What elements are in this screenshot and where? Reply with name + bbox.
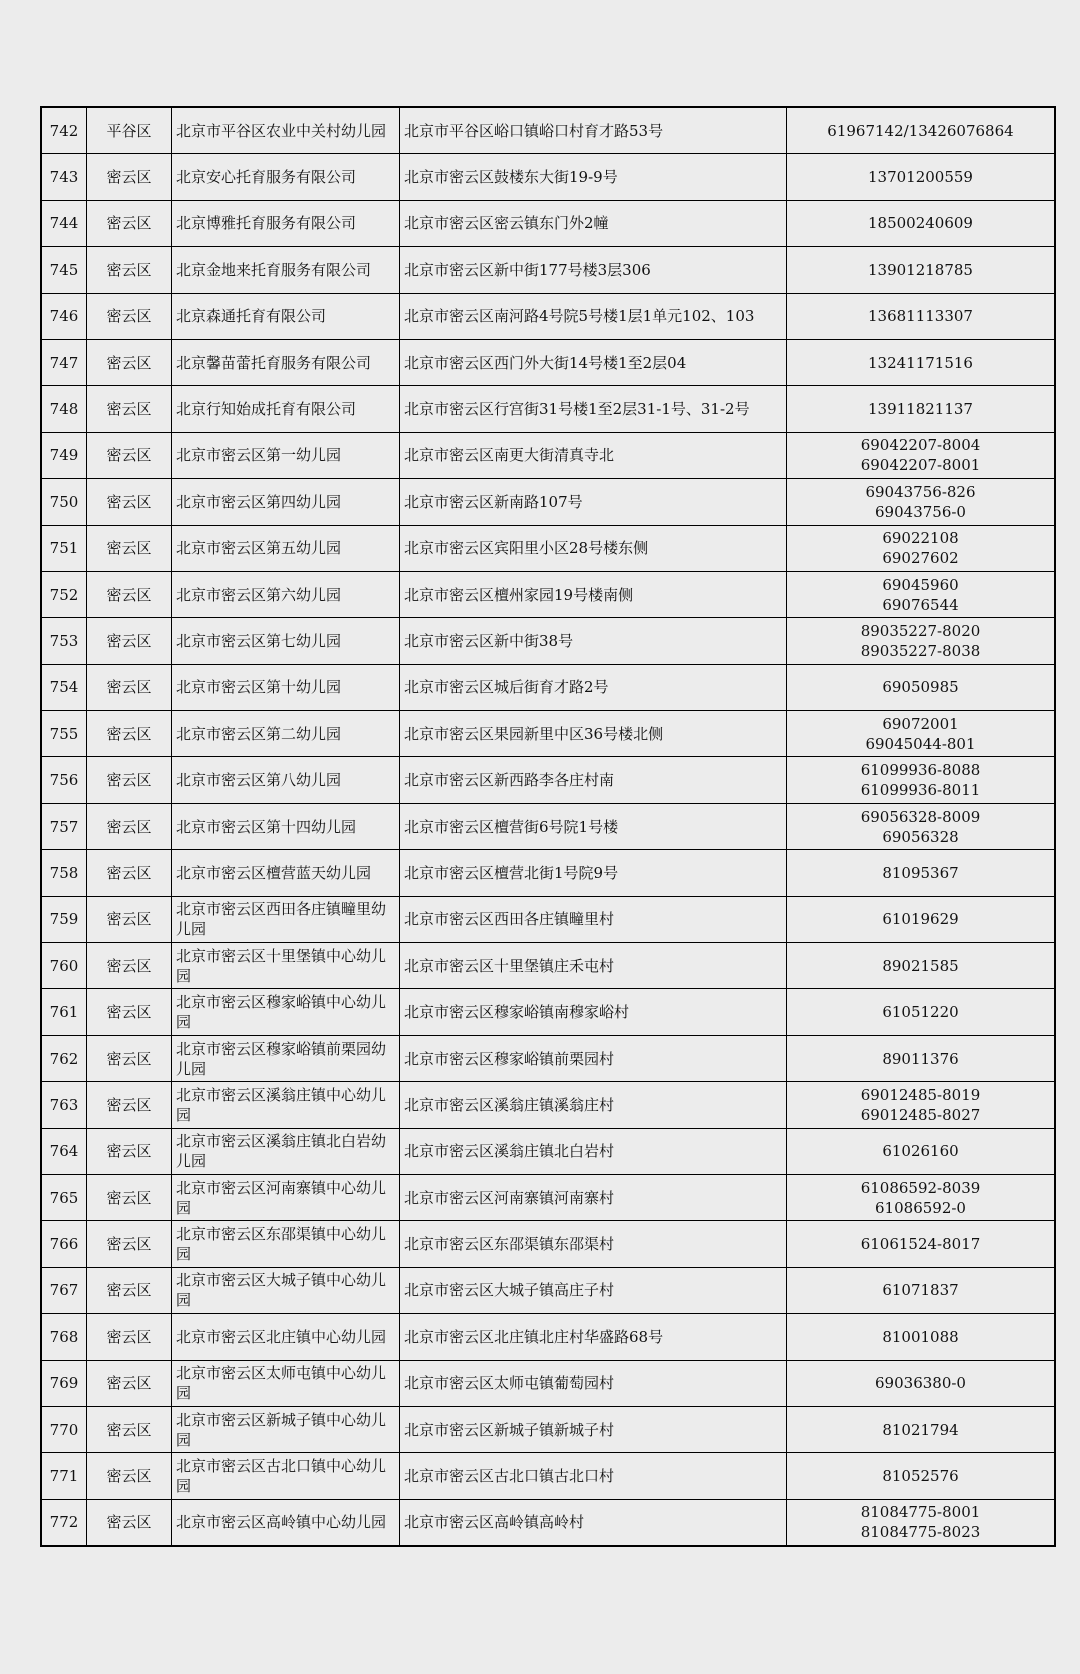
address-cell: 北京市密云区河南寨镇河南寨村 xyxy=(400,1174,787,1220)
address-cell: 北京市密云区新中街177号楼3层306 xyxy=(400,247,787,293)
row-number: 750 xyxy=(41,479,87,525)
institution-name-cell: 北京市平谷区农业中关村幼儿园 xyxy=(172,107,400,154)
district-cell: 密云区 xyxy=(87,339,172,385)
institution-name-cell: 北京市密云区第六幼儿园 xyxy=(172,571,400,617)
institution-name-cell: 北京市密云区溪翁庄镇中心幼儿园 xyxy=(172,1082,400,1128)
table-row xyxy=(41,711,1055,757)
table-row xyxy=(41,1128,1055,1174)
district-cell: 密云区 xyxy=(87,757,172,803)
address-cell: 北京市密云区密云镇东门外2幢 xyxy=(400,200,787,246)
phone-cell: 69056328-8009 69056328 xyxy=(787,803,1056,849)
phone-cell: 81001088 xyxy=(787,1314,1056,1360)
table-row xyxy=(41,479,1055,525)
phone-cell: 81021794 xyxy=(787,1406,1056,1452)
institution-name-cell: 北京市密云区第十幼儿园 xyxy=(172,664,400,710)
table-row xyxy=(41,107,1055,154)
table-row xyxy=(41,1360,1055,1406)
row-number: 756 xyxy=(41,757,87,803)
institution-name-cell: 北京市密云区第八幼儿园 xyxy=(172,757,400,803)
address-cell: 北京市密云区穆家峪镇前栗园村 xyxy=(400,1035,787,1081)
address-cell: 北京市密云区大城子镇高庄子村 xyxy=(400,1267,787,1313)
address-cell: 北京市密云区高岭镇高岭村 xyxy=(400,1499,787,1546)
phone-cell: 69042207-8004 69042207-8001 xyxy=(787,432,1056,478)
address-cell: 北京市密云区新城子镇新城子村 xyxy=(400,1406,787,1452)
table-body xyxy=(41,107,1055,1546)
row-number: 752 xyxy=(41,571,87,617)
row-number: 751 xyxy=(41,525,87,571)
district-cell: 密云区 xyxy=(87,1128,172,1174)
address-cell: 北京市密云区新南路107号 xyxy=(400,479,787,525)
table-row xyxy=(41,432,1055,478)
district-cell: 密云区 xyxy=(87,803,172,849)
table-row xyxy=(41,1035,1055,1081)
table-row xyxy=(41,1406,1055,1452)
institution-name-cell: 北京市密云区北庄镇中心幼儿园 xyxy=(172,1314,400,1360)
institution-name-cell: 北京安心托育服务有限公司 xyxy=(172,154,400,200)
institution-name-cell: 北京市密云区第二幼儿园 xyxy=(172,711,400,757)
row-number: 770 xyxy=(41,1406,87,1452)
row-number: 762 xyxy=(41,1035,87,1081)
district-cell: 密云区 xyxy=(87,896,172,942)
phone-cell: 89035227-8020 89035227-8038 xyxy=(787,618,1056,664)
institution-name-cell: 北京市密云区溪翁庄镇北白岩幼儿园 xyxy=(172,1128,400,1174)
address-cell: 北京市密云区宾阳里小区28号楼东侧 xyxy=(400,525,787,571)
district-cell: 密云区 xyxy=(87,711,172,757)
phone-cell: 69012485-8019 69012485-8027 xyxy=(787,1082,1056,1128)
row-number: 748 xyxy=(41,386,87,432)
phone-cell: 61967142/13426076864 xyxy=(787,107,1056,154)
phone-cell: 69036380-0 xyxy=(787,1360,1056,1406)
table-row xyxy=(41,1174,1055,1220)
address-cell: 北京市密云区十里堡镇庄禾屯村 xyxy=(400,943,787,989)
district-cell: 平谷区 xyxy=(87,107,172,154)
district-cell: 密云区 xyxy=(87,618,172,664)
kindergarten-table xyxy=(40,106,1056,1547)
institution-name-cell: 北京市密云区新城子镇中心幼儿园 xyxy=(172,1406,400,1452)
phone-cell: 13701200559 xyxy=(787,154,1056,200)
institution-name-cell: 北京行知始成托育有限公司 xyxy=(172,386,400,432)
row-number: 754 xyxy=(41,664,87,710)
row-number: 768 xyxy=(41,1314,87,1360)
district-cell: 密云区 xyxy=(87,293,172,339)
address-cell: 北京市密云区果园新里中区36号楼北侧 xyxy=(400,711,787,757)
district-cell: 密云区 xyxy=(87,479,172,525)
row-number: 772 xyxy=(41,1499,87,1546)
phone-cell: 13901218785 xyxy=(787,247,1056,293)
address-cell: 北京市密云区檀营北街1号院9号 xyxy=(400,850,787,896)
row-number: 767 xyxy=(41,1267,87,1313)
row-number: 759 xyxy=(41,896,87,942)
row-number: 764 xyxy=(41,1128,87,1174)
institution-name-cell: 北京市密云区第五幼儿园 xyxy=(172,525,400,571)
institution-name-cell: 北京市密云区穆家峪镇前栗园幼儿园 xyxy=(172,1035,400,1081)
phone-cell: 69050985 xyxy=(787,664,1056,710)
institution-name-cell: 北京市密云区第十四幼儿园 xyxy=(172,803,400,849)
table-row xyxy=(41,896,1055,942)
district-cell: 密云区 xyxy=(87,850,172,896)
institution-name-cell: 北京博雅托育服务有限公司 xyxy=(172,200,400,246)
district-cell: 密云区 xyxy=(87,1314,172,1360)
row-number: 755 xyxy=(41,711,87,757)
phone-cell: 18500240609 xyxy=(787,200,1056,246)
table-row xyxy=(41,571,1055,617)
institution-name-cell: 北京市密云区第一幼儿园 xyxy=(172,432,400,478)
address-cell: 北京市平谷区峪口镇峪口村育才路53号 xyxy=(400,107,787,154)
institution-name-cell: 北京市密云区第七幼儿园 xyxy=(172,618,400,664)
address-cell: 北京市密云区北庄镇北庄村华盛路68号 xyxy=(400,1314,787,1360)
institution-name-cell: 北京金地来托育服务有限公司 xyxy=(172,247,400,293)
address-cell: 北京市密云区西田各庄镇疃里村 xyxy=(400,896,787,942)
table-row xyxy=(41,386,1055,432)
row-number: 765 xyxy=(41,1174,87,1220)
phone-cell: 13241171516 xyxy=(787,339,1056,385)
row-number: 758 xyxy=(41,850,87,896)
institution-name-cell: 北京市密云区高岭镇中心幼儿园 xyxy=(172,1499,400,1546)
row-number: 766 xyxy=(41,1221,87,1267)
row-number: 746 xyxy=(41,293,87,339)
phone-cell: 61086592-8039 61086592-0 xyxy=(787,1174,1056,1220)
table-row xyxy=(41,757,1055,803)
table-row xyxy=(41,1082,1055,1128)
institution-name-cell: 北京市密云区大城子镇中心幼儿园 xyxy=(172,1267,400,1313)
phone-cell: 69072001 69045044-801 xyxy=(787,711,1056,757)
institution-name-cell: 北京馨苗蕾托育服务有限公司 xyxy=(172,339,400,385)
district-cell: 密云区 xyxy=(87,1267,172,1313)
row-number: 745 xyxy=(41,247,87,293)
district-cell: 密云区 xyxy=(87,1035,172,1081)
district-cell: 密云区 xyxy=(87,1453,172,1499)
row-number: 744 xyxy=(41,200,87,246)
table-row xyxy=(41,850,1055,896)
address-cell: 北京市密云区穆家峪镇南穆家峪村 xyxy=(400,989,787,1035)
institution-name-cell: 北京市密云区穆家峪镇中心幼儿园 xyxy=(172,989,400,1035)
address-cell: 北京市密云区南河路4号院5号楼1层1单元102、103 xyxy=(400,293,787,339)
institution-name-cell: 北京市密云区檀营蓝天幼儿园 xyxy=(172,850,400,896)
table-row xyxy=(41,618,1055,664)
phone-cell: 61061524-8017 xyxy=(787,1221,1056,1267)
institution-name-cell: 北京市密云区太师屯镇中心幼儿园 xyxy=(172,1360,400,1406)
district-cell: 密云区 xyxy=(87,664,172,710)
address-cell: 北京市密云区行宫街31号楼1至2层31-1号、31-2号 xyxy=(400,386,787,432)
institution-name-cell: 北京森通托育有限公司 xyxy=(172,293,400,339)
row-number: 761 xyxy=(41,989,87,1035)
phone-cell: 61026160 xyxy=(787,1128,1056,1174)
table-row xyxy=(41,943,1055,989)
table-row xyxy=(41,1314,1055,1360)
institution-name-cell: 北京市密云区西田各庄镇疃里幼儿园 xyxy=(172,896,400,942)
district-cell: 密云区 xyxy=(87,386,172,432)
row-number: 771 xyxy=(41,1453,87,1499)
district-cell: 密云区 xyxy=(87,1499,172,1546)
table-row xyxy=(41,803,1055,849)
row-number: 769 xyxy=(41,1360,87,1406)
district-cell: 密云区 xyxy=(87,432,172,478)
institution-name-cell: 北京市密云区河南寨镇中心幼儿园 xyxy=(172,1174,400,1220)
table-row xyxy=(41,989,1055,1035)
table-row xyxy=(41,525,1055,571)
address-cell: 北京市密云区檀州家园19号楼南侧 xyxy=(400,571,787,617)
table-row xyxy=(41,293,1055,339)
address-cell: 北京市密云区鼓楼东大街19-9号 xyxy=(400,154,787,200)
district-cell: 密云区 xyxy=(87,1082,172,1128)
address-cell: 北京市密云区东邵渠镇东邵渠村 xyxy=(400,1221,787,1267)
phone-cell: 61071837 xyxy=(787,1267,1056,1313)
address-cell: 北京市密云区溪翁庄镇溪翁庄村 xyxy=(400,1082,787,1128)
table-row xyxy=(41,1221,1055,1267)
address-cell: 北京市密云区檀营街6号院1号楼 xyxy=(400,803,787,849)
phone-cell: 69043756-826 69043756-0 xyxy=(787,479,1056,525)
address-cell: 北京市密云区太师屯镇葡萄园村 xyxy=(400,1360,787,1406)
table-row xyxy=(41,664,1055,710)
table-row xyxy=(41,154,1055,200)
address-cell: 北京市密云区城后街育才路2号 xyxy=(400,664,787,710)
row-number: 760 xyxy=(41,943,87,989)
phone-cell: 81084775-8001 81084775-8023 xyxy=(787,1499,1056,1546)
address-cell: 北京市密云区溪翁庄镇北白岩村 xyxy=(400,1128,787,1174)
row-number: 742 xyxy=(41,107,87,154)
phone-cell: 13681113307 xyxy=(787,293,1056,339)
phone-cell: 81095367 xyxy=(787,850,1056,896)
address-cell: 北京市密云区古北口镇古北口村 xyxy=(400,1453,787,1499)
district-cell: 密云区 xyxy=(87,1360,172,1406)
phone-cell: 61099936-8088 61099936-8011 xyxy=(787,757,1056,803)
row-number: 763 xyxy=(41,1082,87,1128)
district-cell: 密云区 xyxy=(87,989,172,1035)
row-number: 753 xyxy=(41,618,87,664)
phone-cell: 69045960 69076544 xyxy=(787,571,1056,617)
district-cell: 密云区 xyxy=(87,1174,172,1220)
address-cell: 北京市密云区南更大街清真寺北 xyxy=(400,432,787,478)
table-row xyxy=(41,247,1055,293)
institution-name-cell: 北京市密云区东邵渠镇中心幼儿园 xyxy=(172,1221,400,1267)
phone-cell: 61051220 xyxy=(787,989,1056,1035)
address-cell: 北京市密云区西门外大街14号楼1至2层04 xyxy=(400,339,787,385)
address-cell: 北京市密云区新中街38号 xyxy=(400,618,787,664)
table-row xyxy=(41,1267,1055,1313)
phone-cell: 13911821137 xyxy=(787,386,1056,432)
district-cell: 密云区 xyxy=(87,247,172,293)
phone-cell: 61019629 xyxy=(787,896,1056,942)
row-number: 757 xyxy=(41,803,87,849)
phone-cell: 69022108 69027602 xyxy=(787,525,1056,571)
phone-cell: 89021585 xyxy=(787,943,1056,989)
district-cell: 密云区 xyxy=(87,571,172,617)
table-row xyxy=(41,1499,1055,1546)
address-cell: 北京市密云区新西路李各庄村南 xyxy=(400,757,787,803)
district-cell: 密云区 xyxy=(87,154,172,200)
phone-cell: 89011376 xyxy=(787,1035,1056,1081)
district-cell: 密云区 xyxy=(87,1406,172,1452)
row-number: 749 xyxy=(41,432,87,478)
institution-name-cell: 北京市密云区十里堡镇中心幼儿园 xyxy=(172,943,400,989)
table-row xyxy=(41,339,1055,385)
table-row xyxy=(41,1453,1055,1499)
row-number: 743 xyxy=(41,154,87,200)
district-cell: 密云区 xyxy=(87,525,172,571)
district-cell: 密云区 xyxy=(87,1221,172,1267)
district-cell: 密云区 xyxy=(87,200,172,246)
institution-name-cell: 北京市密云区古北口镇中心幼儿园 xyxy=(172,1453,400,1499)
row-number: 747 xyxy=(41,339,87,385)
phone-cell: 81052576 xyxy=(787,1453,1056,1499)
district-cell: 密云区 xyxy=(87,943,172,989)
table-row xyxy=(41,200,1055,246)
institution-name-cell: 北京市密云区第四幼儿园 xyxy=(172,479,400,525)
